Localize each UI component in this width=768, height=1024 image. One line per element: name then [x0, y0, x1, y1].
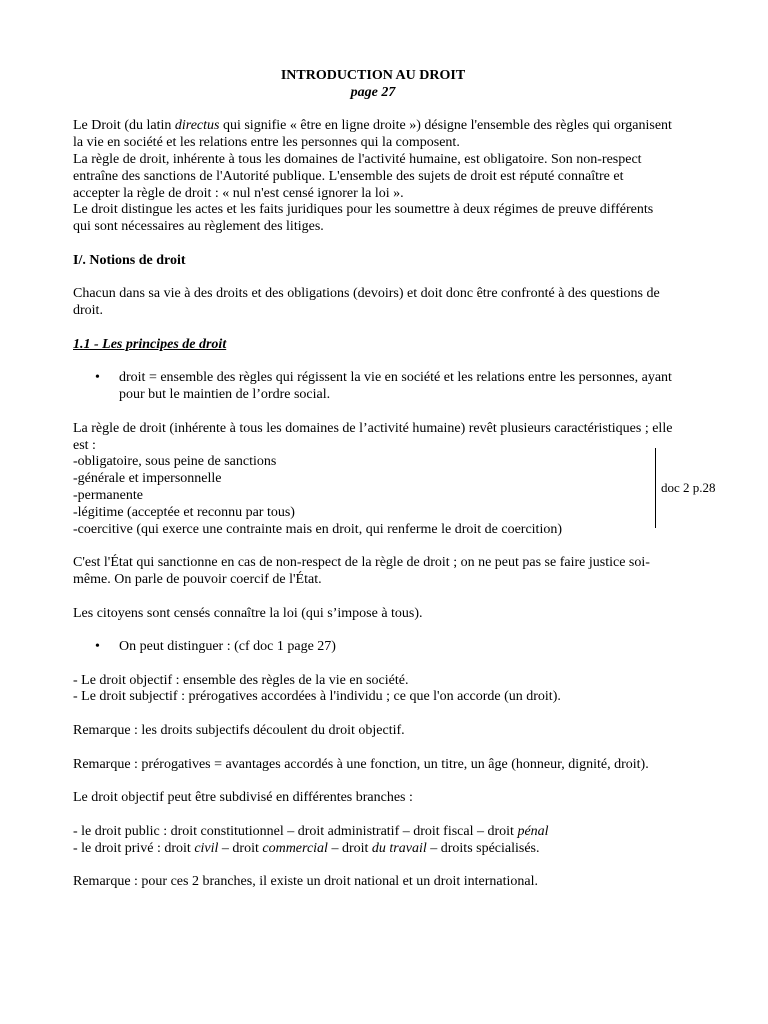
droit-prive-italic: civil [194, 840, 219, 856]
droit-prive-text: - le droit privé : droit [73, 840, 195, 856]
droit-prive-italic: commercial [262, 840, 328, 856]
droit-prive-text: – droit [218, 840, 263, 856]
characteristic-item: -générale et impersonnelle [73, 471, 222, 487]
droit-objectif-line: - Le droit objectif : ensemble des règles de la vie en société. [73, 672, 409, 688]
document-page [73, 68, 716, 891]
bullet-item [73, 639, 673, 656]
characteristic-item: -obligatoire, sous peine de sanctions [73, 454, 277, 470]
intro-paragraph-2: La règle de droit, inhérente à tous les domaines de l'activité humaine, est obligatoire. Son non-respect entraîne des sanctions de l'Autorité publique. L'ensemble des sujets de droit est réputé connaître et accepter la règle de droit : « nul n'est censé ignorer la loi ». [73, 151, 642, 201]
droit-prive-line [73, 841, 673, 858]
intro-italic-word: directus [174, 118, 220, 134]
branches-intro: Le droit objectif peut être subdivisé en différentes branches : [73, 790, 413, 806]
characteristic-item: -coercitive (qui exerce une contrainte mais en droit, qui renferme le droit de coercition) [73, 521, 563, 537]
droit-prive-text: – droit [327, 840, 372, 856]
document-title: INTRODUCTION AU DROIT [280, 68, 466, 83]
characteristic-item: -légitime (acceptée et reconnu par tous) [73, 504, 295, 520]
characteristics-block [73, 420, 716, 539]
subsection-heading-text: 1.1 - Les principes de droit [73, 336, 227, 352]
remarque-paragraph: Remarque : prérogatives = avantages accordés à une fonction, un titre, un âge (honneur, dignité, droit). [73, 756, 649, 772]
intro-text: qui signifie « être en ligne droite ») désigne l'ensemble des règles qui organisent la vie en société et les relations entre les personnes qui la composent. [73, 118, 672, 151]
bullet-text: droit = ensemble des règles qui régissent la vie en société et les relations entre les personnes, ayant pour but le maintien de l’ordre social. [119, 370, 672, 403]
droit-public-text: - le droit public : droit constitutionnel – droit administratif – droit fiscal – droit [73, 823, 518, 839]
section-heading: I/. Notions de droit [73, 252, 186, 268]
intro-paragraph-1 [73, 118, 673, 152]
droit-prive-text: – droits spécialisés. [426, 840, 540, 856]
bullet-icon: • [95, 639, 100, 655]
characteristic-item: -permanente [73, 487, 143, 503]
droit-public-line [73, 824, 673, 841]
bullet-text: On peut distinguer : (cf doc 1 page 27) [119, 639, 336, 655]
intro-paragraph-3: Le droit distingue les actes et les faits juridiques pour les soumettre à deux régimes de preuve différents qui sont nécessaires au règlement des litiges. [73, 202, 654, 235]
droit-subjectif-line: - Le droit subjectif : prérogatives accordées à l'individu ; ce que l'on accorde (un droit). [73, 689, 561, 705]
remarque-paragraph: Remarque : pour ces 2 branches, il existe un droit national et un droit international. [73, 874, 538, 890]
margin-divider-line [655, 448, 656, 528]
citoyens-paragraph: Les citoyens sont censés connaître la loi (qui s’impose à tous). [73, 605, 423, 621]
document-subtitle: page 27 [350, 84, 396, 100]
intro-text: Le Droit (du latin [73, 118, 175, 134]
section-paragraph: Chacun dans sa vie à des droits et des obligations (devoirs) et doit donc être confronté à des questions de droit. [73, 286, 660, 319]
etat-paragraph: C'est l'État qui sanctionne en cas de non-respect de la règle de droit ; on ne peut pas se faire justice soi-même. On parle de pouvoir coercif de l'État. [73, 555, 650, 587]
droit-prive-italic: du travail [371, 840, 427, 856]
bullet-icon: • [95, 370, 100, 386]
characteristics-intro: La règle de droit (inhérente à tous les domaines de l’activité humaine) revêt plusieurs caractéristiques ; elle est : [73, 420, 673, 453]
remarque-paragraph: Remarque : les droits subjectifs découlent du droit objectif. [73, 723, 405, 739]
droit-public-italic: pénal [517, 823, 549, 839]
margin-reference-note: doc 2 p.28 [661, 479, 716, 495]
bullet-item [73, 370, 673, 404]
subsection-heading [73, 337, 673, 354]
